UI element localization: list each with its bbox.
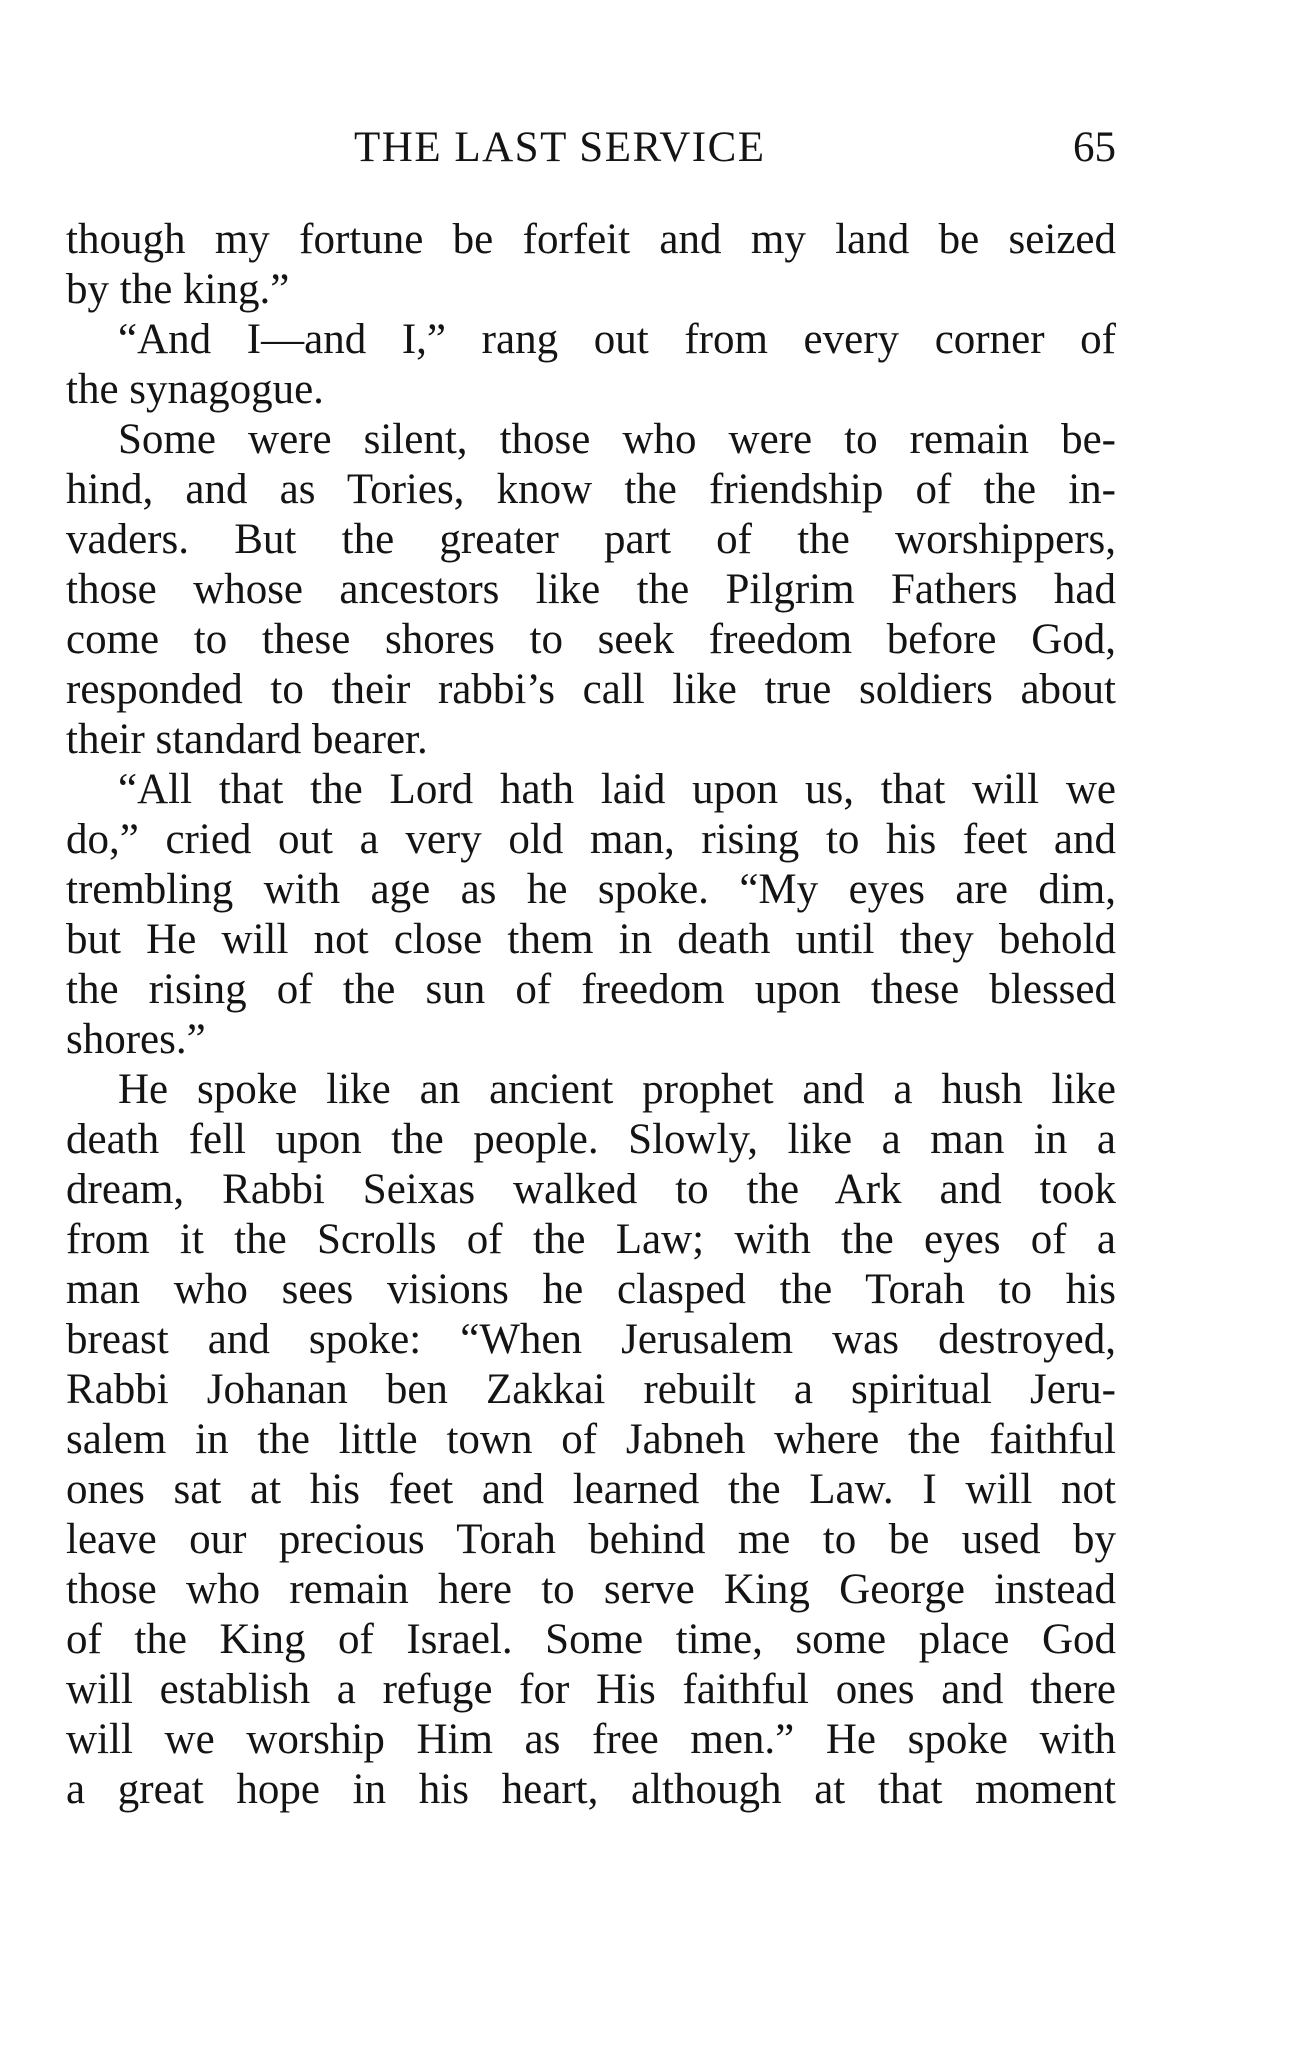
text-line: will establish a refuge for His faithful ones and there xyxy=(66,1666,1116,1713)
text-line: responded to their rabbi’s call like true soldiers about xyxy=(66,666,1116,713)
text-line: will we worship Him as free men.” He spoke with xyxy=(66,1716,1116,1763)
running-head xyxy=(66,118,1116,178)
text-line: by the king.” xyxy=(66,266,290,313)
text-line: the rising of the sun of freedom upon these blessed xyxy=(66,966,1116,1013)
text-line: those who remain here to serve King George instead xyxy=(66,1566,1116,1613)
text-line: shores.” xyxy=(66,1016,206,1063)
text-line: death fell upon the people. Slowly, like a man in a xyxy=(66,1116,1116,1163)
text-line: ones sat at his feet and learned the Law. I will not xyxy=(66,1466,1116,1513)
text-line: their standard bearer. xyxy=(66,716,428,763)
page-number: 65 xyxy=(1073,124,1116,171)
text-line: a great hope in his heart, although at that moment xyxy=(66,1766,1116,1813)
text-line: do,” cried out a very old man, rising to his feet and xyxy=(66,816,1116,863)
text-line: from it the Scrolls of the Law; with the eyes of a xyxy=(66,1216,1116,1263)
text-line: “And I—and I,” rang out from every corner of xyxy=(118,316,1116,363)
text-line: salem in the little town of Jabneh where the faithful xyxy=(66,1416,1116,1463)
text-line: man who sees visions he clasped the Torah to his xyxy=(66,1266,1116,1313)
text-line: leave our precious Torah behind me to be used by xyxy=(66,1516,1116,1563)
text-line: though my fortune be forfeit and my land be seized xyxy=(66,216,1116,263)
text-line: “All that the Lord hath laid upon us, that will we xyxy=(118,766,1116,813)
text-line: but He will not close them in death until they behold xyxy=(66,916,1116,963)
body-text xyxy=(66,215,1116,1815)
text-line: trembling with age as he spoke. “My eyes are dim, xyxy=(66,866,1116,913)
text-line: vaders. But the greater part of the worshippers, xyxy=(66,516,1116,563)
text-line: the synagogue. xyxy=(66,366,324,413)
text-line: Rabbi Johanan ben Zakkai rebuilt a spiritual Jeru- xyxy=(66,1366,1116,1413)
text-line: Some were silent, those who were to remain be- xyxy=(118,416,1116,463)
text-line: those whose ancestors like the Pilgrim Fathers had xyxy=(66,566,1116,613)
text-line: of the King of Israel. Some time, some place God xyxy=(66,1616,1116,1663)
running-title: THE LAST SERVICE xyxy=(354,124,766,171)
text-line: come to these shores to seek freedom before God, xyxy=(66,616,1116,663)
text-line: dream, Rabbi Seixas walked to the Ark and took xyxy=(66,1166,1116,1213)
text-line: breast and spoke: “When Jerusalem was destroyed, xyxy=(66,1316,1116,1363)
text-line: He spoke like an ancient prophet and a hush like xyxy=(118,1066,1116,1113)
text-line: hind, and as Tories, know the friendship of the in- xyxy=(66,466,1116,513)
